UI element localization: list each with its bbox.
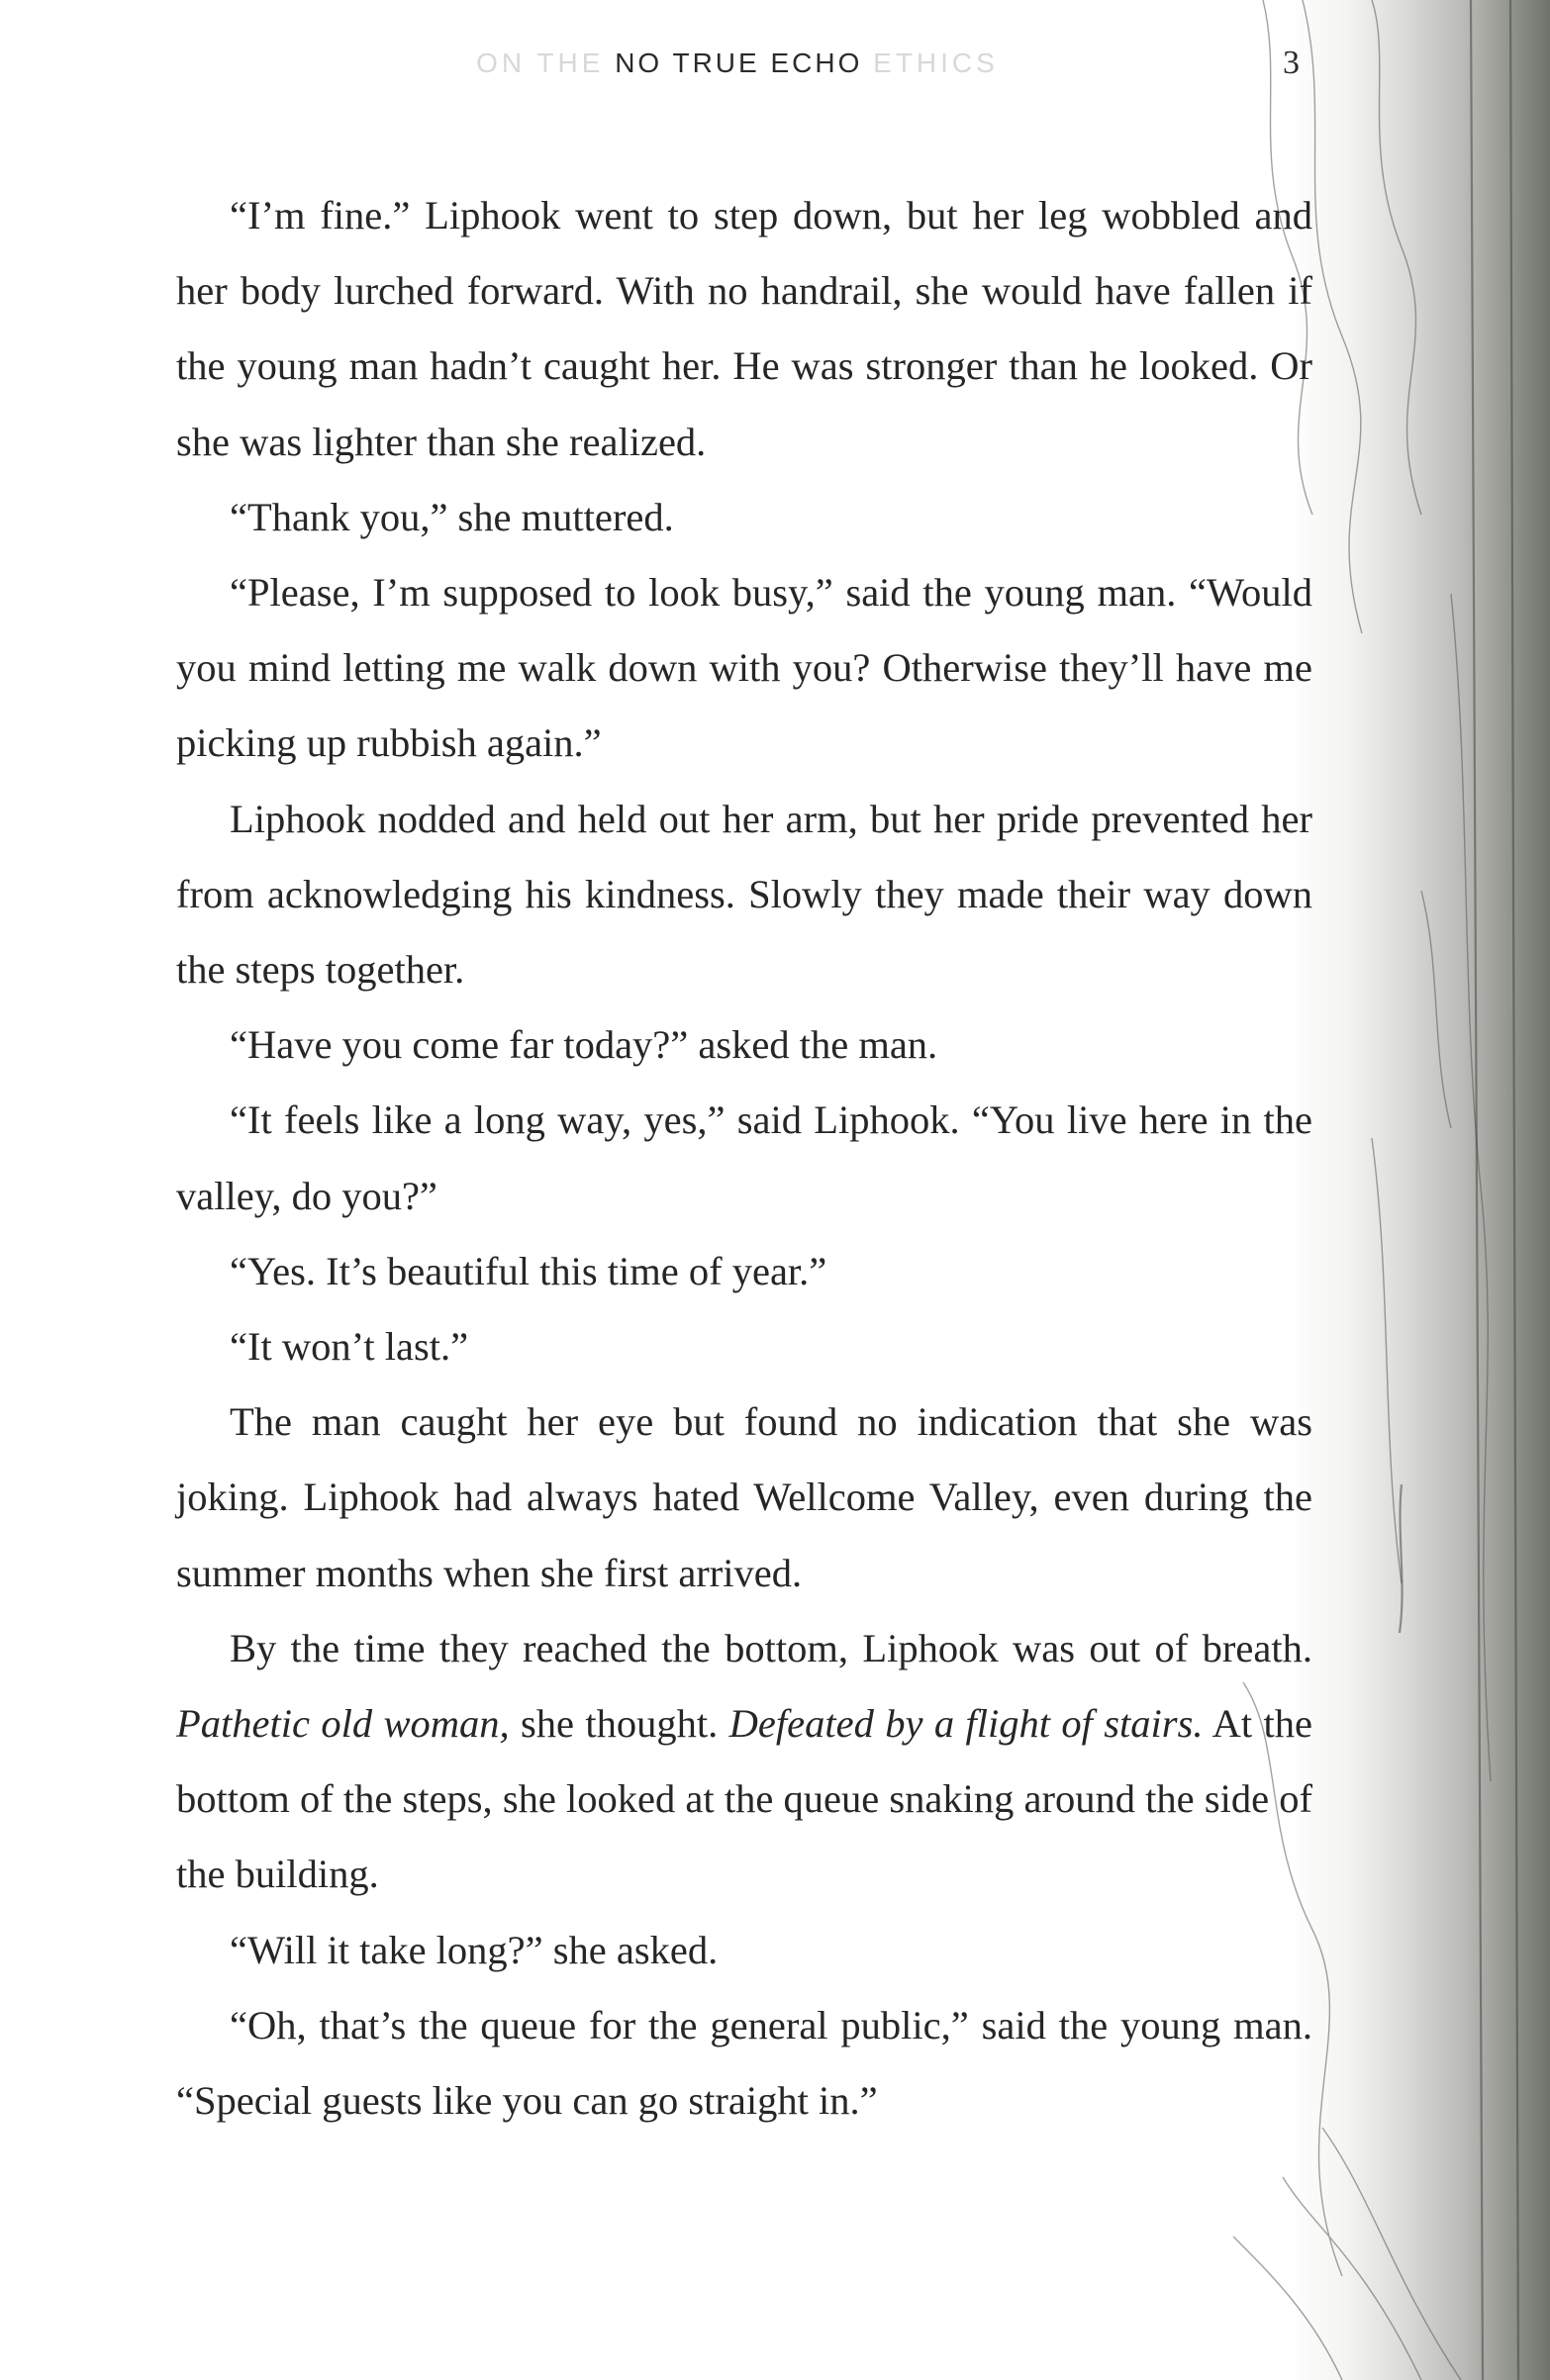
body-text	[176, 178, 1312, 2139]
paragraph: “Thank you,” she muttered.	[230, 494, 674, 539]
paragraph: “Yes. It’s beautiful this time of year.”	[230, 1248, 827, 1293]
text-run: At the bottom of the steps, she looked at the queue snaking around the side of the building.	[176, 1701, 1312, 1897]
text-run: she thought.	[509, 1701, 729, 1747]
paragraph: “Oh, that’s the queue for the general public,” said the young man. “Special guests like you can go straight in.”	[176, 2002, 1312, 2124]
text-run: By the time they reached the bottom, Liphook was out of breath.	[230, 1625, 1312, 1670]
paragraph-with-italics	[176, 1611, 1312, 1913]
paragraph: “Have you come far today?” asked the man.	[230, 1022, 938, 1068]
italic-run: Pathetic old woman,	[176, 1701, 510, 1747]
running-head-faded-left: ON THE	[476, 48, 605, 78]
page-header	[0, 44, 1550, 83]
italic-run: Defeated by a flight of stairs.	[728, 1701, 1204, 1747]
paragraph: “I’m fine.” Liphook went to step down, but her leg wobbled and her body lurched forward. With no handrail, she would have fallen if the young man hadn’t caught her. He was stronger than he looked. Or she was lighter than she realized.	[176, 193, 1312, 464]
running-head	[391, 44, 1084, 83]
paragraph: “Will it take long?” she asked.	[230, 1927, 719, 1972]
running-head-title: NO TRUE ECHO	[615, 48, 863, 78]
paragraph: “It feels like a long way, yes,” said Liphook. “You live here in the valley, do you?”	[176, 1097, 1312, 1218]
paragraph: The man caught her eye but found no indication that she was joking. Liphook had always hated Wellcome Valley, even during the summer months when she first arrived.	[176, 1399, 1312, 1595]
paragraph: “Please, I’m supposed to look busy,” said the young man. “Would you mind letting me walk down with you? Otherwise they’ll have me picking up rubbish again.”	[176, 570, 1312, 766]
paragraph: “It won’t last.”	[230, 1324, 469, 1370]
page-number: 3	[1283, 45, 1300, 81]
running-head-faded-right: ETHICS	[873, 48, 999, 78]
paragraph: Liphook nodded and held out her arm, but her pride prevented her from acknowledging his kindness. Slowly they made their way down the steps together.	[176, 796, 1312, 993]
